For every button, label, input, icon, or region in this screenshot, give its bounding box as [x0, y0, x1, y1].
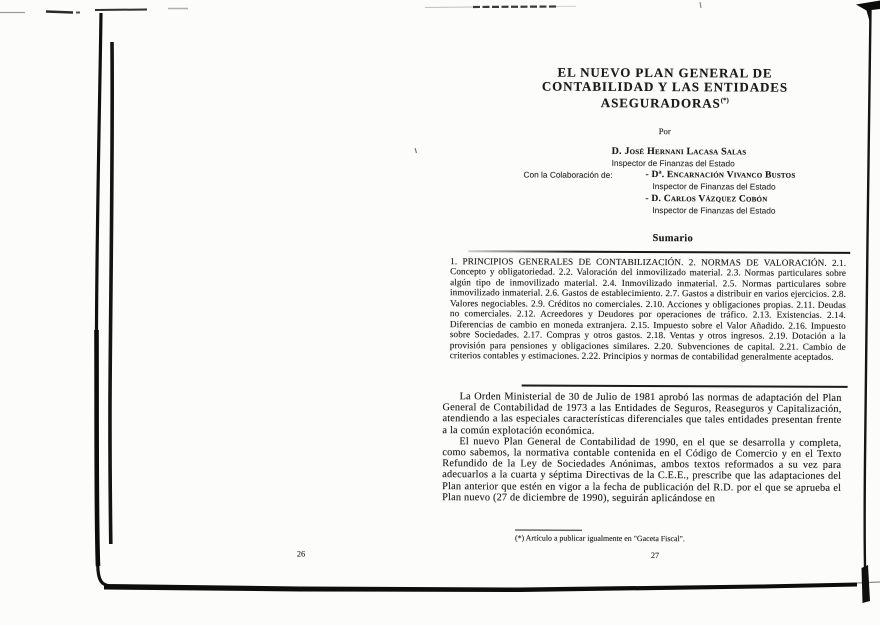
collaborator-role: Inspector de Finanzas del Estado — [652, 181, 776, 192]
collaborator-name: - Dª. Encarnación Vivanco Bustos — [645, 169, 796, 181]
body-paragraph-2: El nuevo Plan General de Contabilidad de 1990, en el que se desarrolla y completa, como sabemos, la normativa contable contenida en el Código de Comercio y en el Texto Refundido de la Ley de Sociedades Anónimas, ambos textos reformados a su vez para adecuarlos a la cuarta y séptima Directivas de la C.E.E., prescribe que las adaptaciones del Plan anterior que estén en vigor a la fecha de publicación del R.D. por el que se aprueba el Plan nuevo (27 de diciembre de 1990), seguirán aplicándose en — [442, 436, 842, 505]
footnote-rule — [515, 529, 582, 531]
author-role: Inspector de Finanzas del Estado — [611, 157, 735, 169]
summary-heading: Sumario — [652, 233, 694, 245]
article-body — [442, 391, 841, 505]
page-number-right: 27 — [650, 551, 660, 561]
summary-text: 1. PRINCIPIOS GENERALES DE CONTABILIZACIÓN. 2. NORMAS DE VALORACIÓN. 2.1. Concepto y obligatoriedad. 2.2. Valoración del inmovilizado material. 2.3. Normas particulares sobre algún tipo de inmovilizado material. 2.4. Inmovilizado inmaterial. 2.5. Normas particulares sobre inmovilizado inmaterial. 2.6. Gastos de establecimiento. 2.7. Gastos a distribuir en varios ejercicios. 2.8. Valores negociables. 2.9. Créditos no comerciales. 2.10. Acciones y obligaciones propias. 2.11. Deudas no comerciales. 2.12. Acreedores y Deudores por operaciones de tráfico. 2.13. Existencias. 2.14. Diferencias de cambio en moneda extranjera. 2.15. Impuesto sobre el Valor Añadido. 2.16. Impuesto sobre Sociedades. 2.17. Compras y otros gastos. 2.18. Ventas y otros ingresos. 2.19. Dotación a la provisión para pensiones y obligaciones similares. 2.20. Subvenciones de capital. 2.21. Cambio de criterios contables y estimaciones. 2.22. Principios y normas de contabilidad generalmente aceptados. — [449, 256, 847, 362]
footnote-marker: (*) — [720, 95, 729, 104]
body-paragraph-1: La Orden Ministerial de 30 de Julio de 1981 aprobó las normas de adaptación del Plan General de Contabilidad de 1973 a las Entidades de Seguros, Reaseguros y Capitalización, atendiendo a las especiales características diferenciales que tales entidades presentan frente a la común explotación económica. — [442, 391, 842, 437]
title-line-2: CONTABILIDAD Y LAS ENTIDADES — [541, 78, 789, 95]
title-line-1: EL NUEVO PLAN GENERAL DE — [557, 64, 773, 81]
article-title — [499, 65, 831, 110]
summary-rule-top — [468, 250, 850, 254]
collaboration-label: Con la Colaboración de: — [523, 169, 613, 180]
author-name: D. José Hernani Lacasa Salas — [611, 145, 747, 158]
collaborator-role: Inspector de Finanzas del Estado — [652, 205, 776, 216]
collaborator-name: - D. Carlos Vázquez Cobón — [645, 193, 768, 205]
summary-rule-bottom — [522, 384, 848, 388]
title-line-3-text: ASEGURADORAS — [600, 94, 721, 111]
footnote-text: (*) Artículo a publicar igualmente en "Gaceta Fiscal". — [514, 533, 685, 544]
title-line-3 — [499, 93, 831, 111]
byline-label: Por — [658, 126, 671, 137]
page-number-left: 26 — [296, 549, 306, 559]
